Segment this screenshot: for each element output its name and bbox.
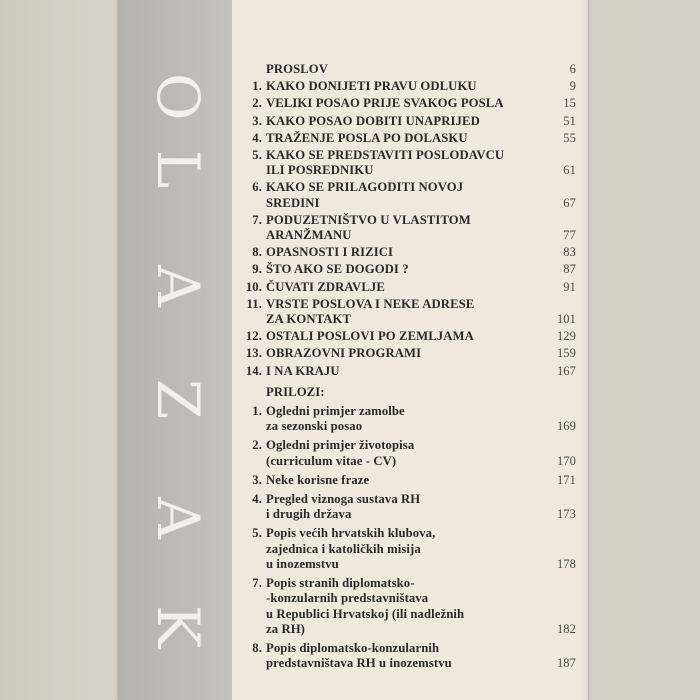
toc-entry-title: [266, 131, 542, 146]
toc-entry-number: 2.: [252, 96, 262, 111]
toc-entry: [240, 576, 580, 637]
toc-entry-title: [266, 297, 542, 327]
toc-entry-title-line: ILI POSREDNIKU: [266, 163, 374, 178]
toc-entry-title-line: TRAŽENJE POSLA PO DOLASKU: [266, 130, 468, 145]
toc-entry-title-line: OSTALI POSLOVI PO ZEMLJAMA: [266, 329, 474, 344]
toc-entry-page-number: 170: [556, 453, 576, 468]
toc-entry-title-line: SREDINI: [266, 195, 320, 210]
toc-entry: [240, 148, 580, 178]
toc-entry-page-number: 51: [563, 113, 576, 128]
toc-entry: [240, 473, 580, 488]
toc-entry-page-number: 77: [563, 228, 576, 243]
toc-entry-title: [266, 473, 542, 488]
toc-entry-number: 2.: [252, 438, 262, 453]
toc-entry-number: 7.: [252, 212, 262, 227]
toc-entry: [240, 492, 580, 522]
toc-entry: [240, 346, 580, 361]
toc-entry-number: 8.: [252, 640, 262, 655]
toc-entry-title-line: ZA KONTAKT: [266, 312, 352, 327]
side-title-letter: Z: [144, 379, 212, 420]
toc-entry-title-line: ŠTO AKO SE DOGODI ?: [266, 262, 409, 277]
toc-entry: [240, 364, 580, 379]
side-title-letter: A: [144, 497, 212, 539]
toc-entry-title-line: Ogledni primjer životopisa: [266, 438, 415, 453]
toc-entry-title-line: KAKO POSAO DOBITI UNAPRIJED: [266, 113, 480, 128]
toc-entry-title: [266, 262, 542, 277]
toc-entry-title: [266, 404, 542, 434]
toc-entry-title: [266, 148, 542, 178]
toc-entry-title-line: -konzularnih predstavništava: [266, 591, 429, 606]
toc-entry: [240, 62, 580, 77]
toc-entry-page-number: 61: [563, 163, 576, 178]
toc-entry-page-number: 167: [556, 363, 576, 378]
toc-entry-title: [266, 213, 542, 243]
toc-entry-title-line: PROSLOV: [266, 62, 329, 76]
toc-entry-page-number: 169: [556, 419, 576, 434]
vertical-title: [118, 0, 232, 700]
toc-entry-title: [266, 180, 542, 210]
toc-entry-title-line: VRSTE POSLOVA I NEKE ADRESE: [266, 296, 475, 311]
table-of-contents: [240, 62, 580, 671]
toc-entry-title: [266, 96, 542, 111]
toc-entry-title: [266, 438, 542, 468]
toc-entry-title-line: KAKO SE PRILAGODITI NOVOJ: [266, 180, 464, 195]
toc-entry: [240, 438, 580, 468]
toc-entry-title-line: KAKO SE PREDSTAVITI POSLODAVCU: [266, 148, 505, 163]
toc-entry-title-line: KAKO DONIJETI PRAVU ODLUKU: [266, 79, 477, 94]
side-title-letter: O: [144, 73, 212, 121]
toc-entry: [240, 79, 580, 94]
toc-entry-page-number: 173: [556, 507, 576, 522]
toc-entry: [240, 641, 580, 671]
toc-entry-title: [266, 79, 542, 94]
toc-entry-title-line: Ogledni primjer zamolbe: [266, 404, 405, 419]
toc-entry-title-line: ARANŽMANU: [266, 228, 352, 243]
side-title-letter: K: [144, 605, 212, 649]
toc-entry-title-line: ČUVATI ZDRAVLJE: [266, 279, 385, 294]
toc-entry: [240, 131, 580, 146]
toc-entry-number: 12.: [245, 329, 262, 344]
toc-entry-number: 5.: [252, 148, 262, 163]
toc-entry-title-line: u Republici Hrvatskoj (ili nadležnih: [266, 606, 465, 621]
toc-entry-page-number: 187: [556, 656, 576, 671]
toc-entry-title-line: (curriculum vitae - CV): [266, 453, 397, 468]
toc-entry-page-number: 101: [556, 312, 576, 327]
toc-entry-number: 1.: [252, 404, 262, 419]
toc-entry-title-line: u inozemstvu: [266, 556, 339, 571]
toc-entry-number: 11.: [246, 296, 262, 311]
toc-entry-title-line: Neke korisne fraze: [266, 472, 370, 487]
toc-entry-page-number: 159: [556, 346, 576, 361]
toc-entry-number: 3.: [252, 113, 262, 128]
toc-entry-title-line: Popis diplomatsko-konzularnih: [266, 640, 440, 655]
toc-entry-title-line: I NA KRAJU: [266, 363, 340, 378]
toc-entry-title: [266, 114, 542, 129]
toc-entry-title-line: Popis stranih diplomatsko-: [266, 576, 415, 591]
side-title-letter: A: [144, 265, 212, 307]
toc-entry-title-line: OPASNOSTI I RIZICI: [266, 245, 394, 260]
toc-entry-title: [266, 62, 542, 77]
toc-entry-title-line: Pregled viznoga sustava RH: [266, 492, 421, 507]
toc-entry-page-number: 91: [563, 279, 576, 294]
toc-entry-title: [266, 526, 542, 572]
toc-entry-number: 8.: [252, 245, 262, 260]
toc-entry-title-line: predstavništava RH u inozemstvu: [266, 656, 452, 671]
toc-entry-title-line: PODUZETNIŠTVO U VLASTITOM: [266, 212, 471, 227]
toc-entry-number: 6.: [252, 180, 262, 195]
toc-entry-title-line: za RH): [266, 621, 306, 636]
toc-entry-title-line: za sezonski posao: [266, 419, 363, 434]
toc-entry-number: 13.: [245, 346, 262, 361]
book-page: [118, 0, 588, 700]
toc-entry: [240, 114, 580, 129]
toc-entry-page-number: 67: [563, 195, 576, 210]
toc-entry-title-line: Popis većih hrvatskih klubova,: [266, 526, 436, 541]
toc-entry-page-number: 83: [563, 245, 576, 260]
toc-entry-page-number: 171: [556, 472, 576, 487]
toc-entry-number: 1.: [252, 79, 262, 94]
toc-entry-title: [266, 641, 542, 671]
toc-entry-number: 3.: [252, 472, 262, 487]
toc-entry-number: 7.: [252, 576, 262, 591]
toc-entry-page-number: 9: [569, 79, 576, 94]
toc-entry-title-line: OBRAZOVNI PROGRAMI: [266, 346, 422, 361]
toc-entry-title: [266, 280, 542, 295]
toc-entry: [240, 180, 580, 210]
toc-entry-number: 14.: [245, 363, 262, 378]
toc-entry-title: [266, 364, 542, 379]
toc-entry-page-number: 15: [563, 96, 576, 111]
prilozi-heading: [240, 385, 580, 400]
toc-entry-number: 5.: [252, 526, 262, 541]
toc-entry-page-number: 182: [556, 621, 576, 636]
toc-entry: [240, 280, 580, 295]
toc-entry-title: [266, 329, 542, 344]
toc-entry-title: [266, 245, 542, 260]
toc-entry-number: 4.: [252, 130, 262, 145]
toc-entry: [240, 245, 580, 260]
toc-entry-title-line: zajednica i katoličkih misija: [266, 541, 421, 556]
side-title-letter: L: [144, 149, 212, 189]
toc-entry: [240, 329, 580, 344]
toc-entry-number: 4.: [252, 492, 262, 507]
toc-entry-page-number: 129: [556, 329, 576, 344]
toc-entry: [240, 526, 580, 572]
toc-entry-title: [266, 576, 542, 637]
toc-entry-title: [266, 492, 542, 522]
toc-entry-page-number: 6: [569, 62, 576, 76]
toc-entry-title-line: i drugih država: [266, 507, 352, 522]
toc-entry-page-number: 178: [556, 556, 576, 571]
toc-entry: [240, 262, 580, 277]
toc-entry-page-number: 87: [563, 262, 576, 277]
prilozi-heading-text: PRILOZI:: [266, 384, 325, 399]
toc-entry-title: [266, 346, 542, 361]
page-edge-shadow: [582, 0, 588, 700]
toc-entry-number: 10.: [245, 279, 262, 294]
toc-entry: [240, 213, 580, 243]
toc-entry-title-line: VELIKI POSAO PRIJE SVAKOG POSLA: [266, 96, 504, 111]
toc-entry-page-number: 55: [563, 130, 576, 145]
toc-entry: [240, 297, 580, 327]
toc-entry-number: 9.: [252, 262, 262, 277]
toc-entry: [240, 96, 580, 111]
toc-entry: [240, 404, 580, 434]
